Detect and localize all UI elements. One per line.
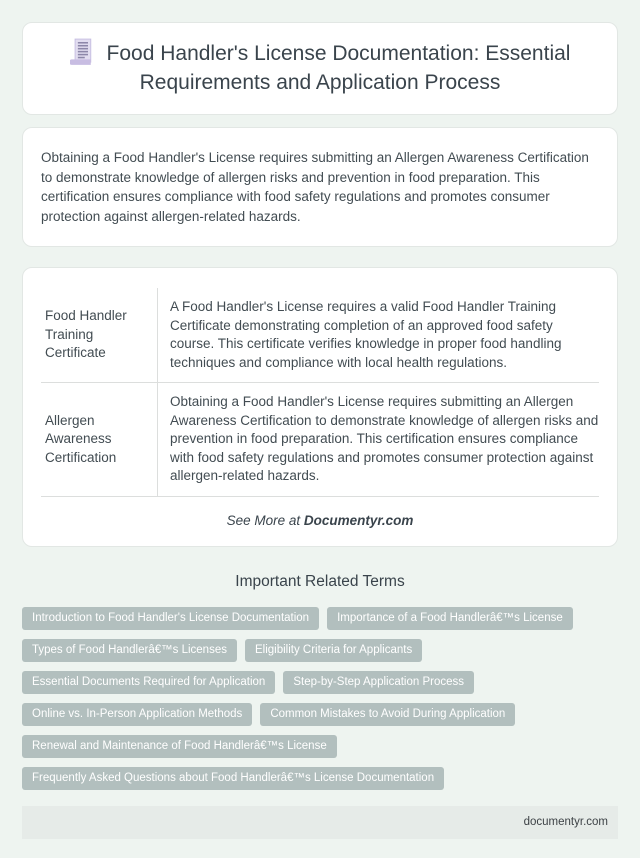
related-terms-list: [22, 607, 618, 790]
page-title-text: Food Handler's License Documentation: Essential Requirements and Application Process: [106, 42, 571, 94]
related-term-tag[interactable]: Introduction to Food Handler's License Documentation: [22, 607, 319, 630]
related-term-tag[interactable]: Frequently Asked Questions about Food Handlerâ€™s License Documentation: [22, 767, 444, 790]
related-term-tag[interactable]: Common Mistakes to Avoid During Application: [260, 703, 515, 726]
related-term-tag[interactable]: Step-by-Step Application Process: [283, 671, 474, 694]
footer-bar: [22, 806, 618, 839]
table-row: [41, 383, 599, 497]
see-more-text: See More at: [226, 512, 301, 528]
related-term-tag[interactable]: Types of Food Handlerâ€™s Licenses: [22, 639, 237, 662]
definition-cell: Obtaining a Food Handler's License requires submitting an Allergen Awareness Certification to demonstrate knowledge of allergen risks and prevention in food preparation. This certification ensures compliance with food safety regulations and promotes consumer protection against allergen-related hazards.: [158, 383, 600, 497]
term-cell: Food Handler Training Certificate: [41, 288, 158, 383]
intro-card: [22, 127, 618, 247]
footer-site-link[interactable]: documentyr.com: [523, 816, 608, 828]
related-term-tag[interactable]: Online vs. In-Person Application Methods: [22, 703, 252, 726]
related-term-tag[interactable]: Essential Documents Required for Application: [22, 671, 275, 694]
see-more-site-link[interactable]: Documentyr.com: [303, 512, 414, 528]
term-cell: Allergen Awareness Certification: [41, 383, 158, 497]
glossary-table: [41, 288, 599, 497]
intro-paragraph: Obtaining a Food Handler's License requires submitting an Allergen Awareness Certification to demonstrate knowledge of allergen risks and prevention in food preparation. This certification ensures compliance with food safety regulations and promotes consumer protection against allergen-related hazards.: [41, 150, 589, 224]
table-row: [41, 288, 599, 383]
title-card: [22, 22, 618, 115]
related-terms-heading: Important Related Terms: [235, 572, 405, 590]
page-title: [41, 38, 599, 97]
see-more-line: [41, 513, 599, 528]
related-term-tag[interactable]: Renewal and Maintenance of Food Handlerâ€™s License: [22, 735, 337, 758]
glossary-card: [22, 267, 618, 547]
definition-cell: A Food Handler's License requires a valid Food Handler Training Certificate demonstrating completion of an approved food safety course. This certificate verifies knowledge in proper food handling techniques and compliance with local health regulations.: [158, 288, 600, 383]
related-term-tag[interactable]: Importance of a Food Handlerâ€™s License: [327, 607, 573, 630]
receipt-icon: [70, 38, 94, 66]
related-term-tag[interactable]: Eligibility Criteria for Applicants: [245, 639, 422, 662]
